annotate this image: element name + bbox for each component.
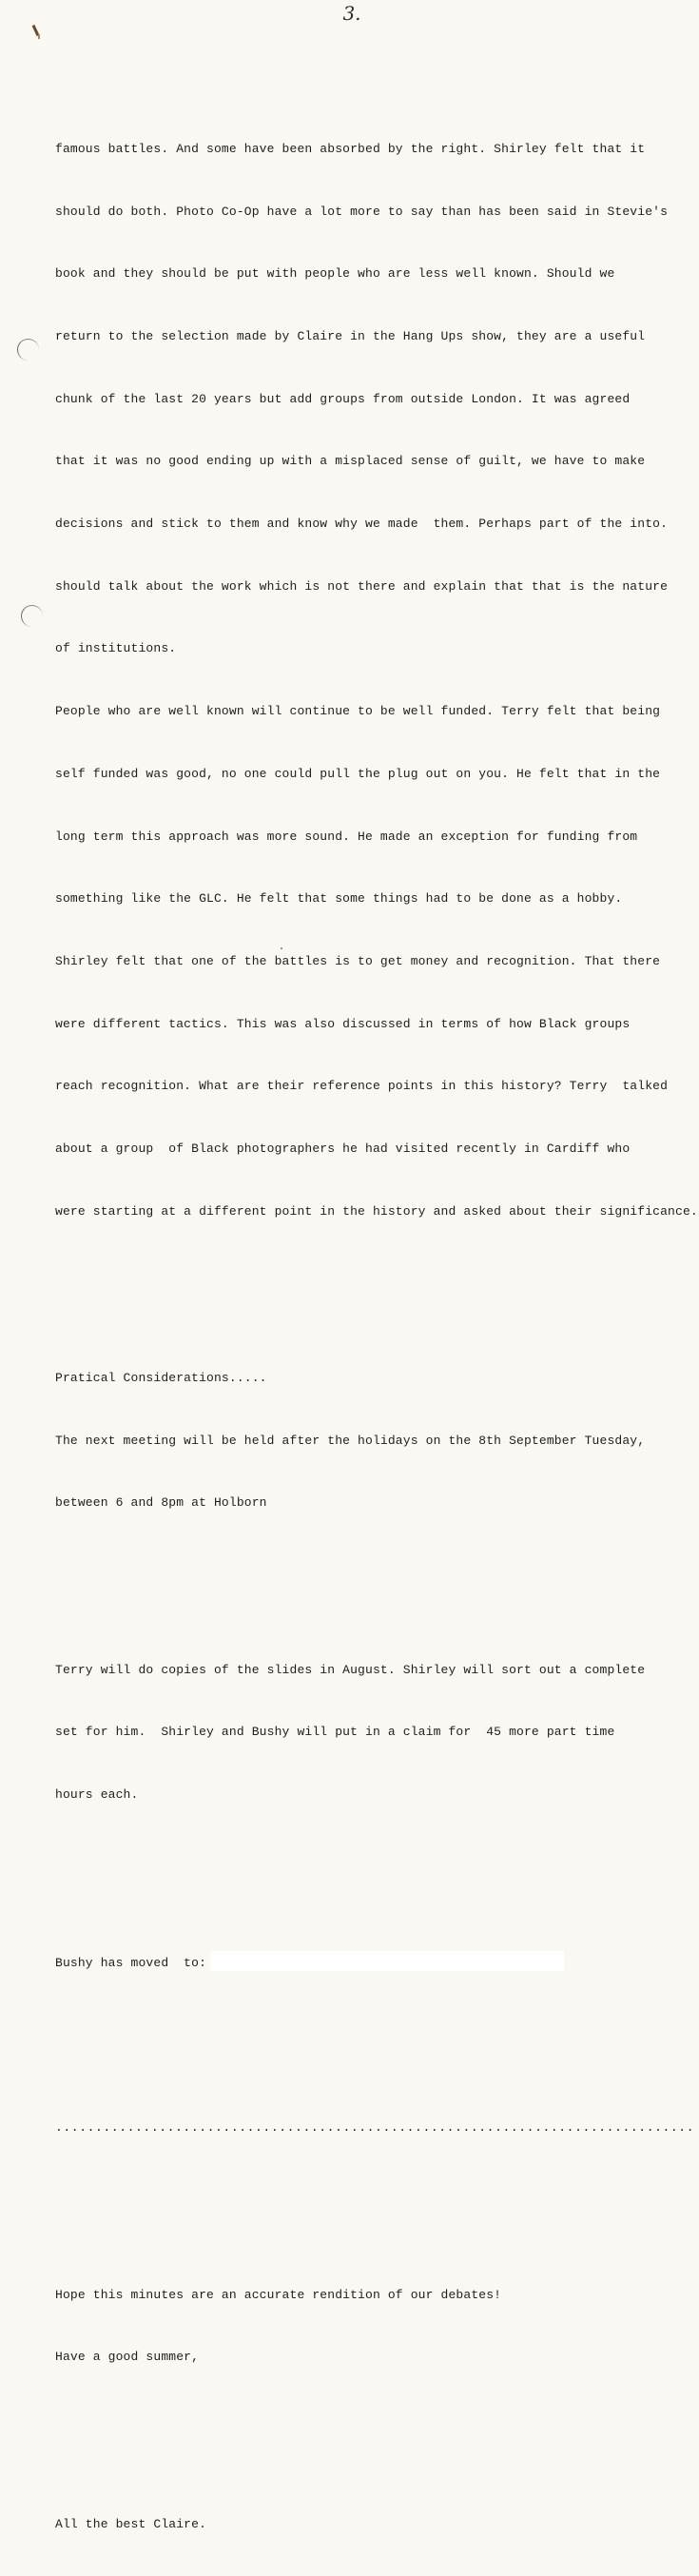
page-number: 3.	[342, 2, 361, 25]
text-line: something like the GLC. He felt that some things had to be done as a hobby.	[55, 891, 623, 907]
text-line: long term this approach was more sound. He made an exception for funding from	[55, 829, 638, 844]
text-line: were starting at a different point in the history and asked about their significance.	[55, 1203, 698, 1219]
text-line: should do both. Photo Co-Op have a lot more to say than has been said in Stevie's	[55, 204, 669, 219]
punch-hole	[21, 605, 43, 627]
text-line: of institutions.	[55, 641, 177, 656]
ink-mark	[38, 34, 40, 39]
text-line: hours each.	[55, 1787, 139, 1803]
letter-body	[55, 97, 698, 2576]
text-line: were different tactics. This was also discussed in terms of how Black groups	[55, 1016, 631, 1031]
signoff: All the best Claire.	[55, 2516, 207, 2531]
punch-hole	[17, 339, 39, 361]
paragraph-gap	[55, 1284, 692, 1305]
text-line: between 6 and 8pm at Holborn	[55, 1495, 267, 1511]
text-line: Terry will do copies of the slides in August. Shirley will sort out a complete	[55, 1662, 646, 1677]
text-line: reach recognition. What are their reference points in this history? Terry talked	[55, 1079, 669, 1094]
text-line: chunk of the last 20 years but add groups from outside London. It was agreed	[55, 391, 631, 406]
text-line: set for him. Shirley and Bushy will put in a claim for 45 more part time	[55, 1725, 615, 1740]
moved-label: Bushy has moved to:	[55, 1956, 207, 1971]
text-line: should talk about the work which is not there and explain that that is the nature	[55, 578, 669, 594]
text-line: self funded was good, no one could pull the plug out on you. He felt that in the	[55, 766, 661, 781]
redacted-address	[210, 1951, 564, 1971]
paragraph-gap	[55, 2201, 692, 2222]
text-line: about a group of Black photographers he had visited recently in Cardiff who	[55, 1142, 631, 1157]
paragraph-gap	[55, 2035, 692, 2056]
moved-line	[55, 1951, 692, 1972]
text-line: return to the selection made by Claire in the Hang Ups show, they are a useful	[55, 328, 646, 343]
text-line: Have a good summer,	[55, 2350, 200, 2365]
text-line: that it was no good ending up with a misplaced sense of guilt, we have to make	[55, 454, 646, 469]
dotted-rule: ................................................................................	[55, 2120, 695, 2136]
paragraph-gap	[55, 1868, 692, 1889]
text-line: Hope this minutes are an accurate rendition of our debates!	[55, 2287, 502, 2302]
paragraph-gap	[55, 2430, 692, 2451]
text-line: decisions and stick to them and know why we made them. Perhaps part of the into.	[55, 517, 669, 532]
section-heading: Pratical Considerations.....	[55, 1370, 267, 1385]
text-line: Shirley felt that one of the battles is to get money and recognition. That there	[55, 953, 661, 968]
text-line: The next meeting will be held after the holidays on the 8th September Tuesday,	[55, 1433, 646, 1448]
text-line: book and they should be put with people who are less well known. Should we	[55, 266, 615, 282]
paragraph-gap	[55, 1576, 692, 1597]
text-line: famous battles. And some have been absorbed by the right. Shirley felt that it	[55, 141, 646, 156]
text-line: People who are well known will continue to be well funded. Terry felt that being	[55, 704, 661, 719]
